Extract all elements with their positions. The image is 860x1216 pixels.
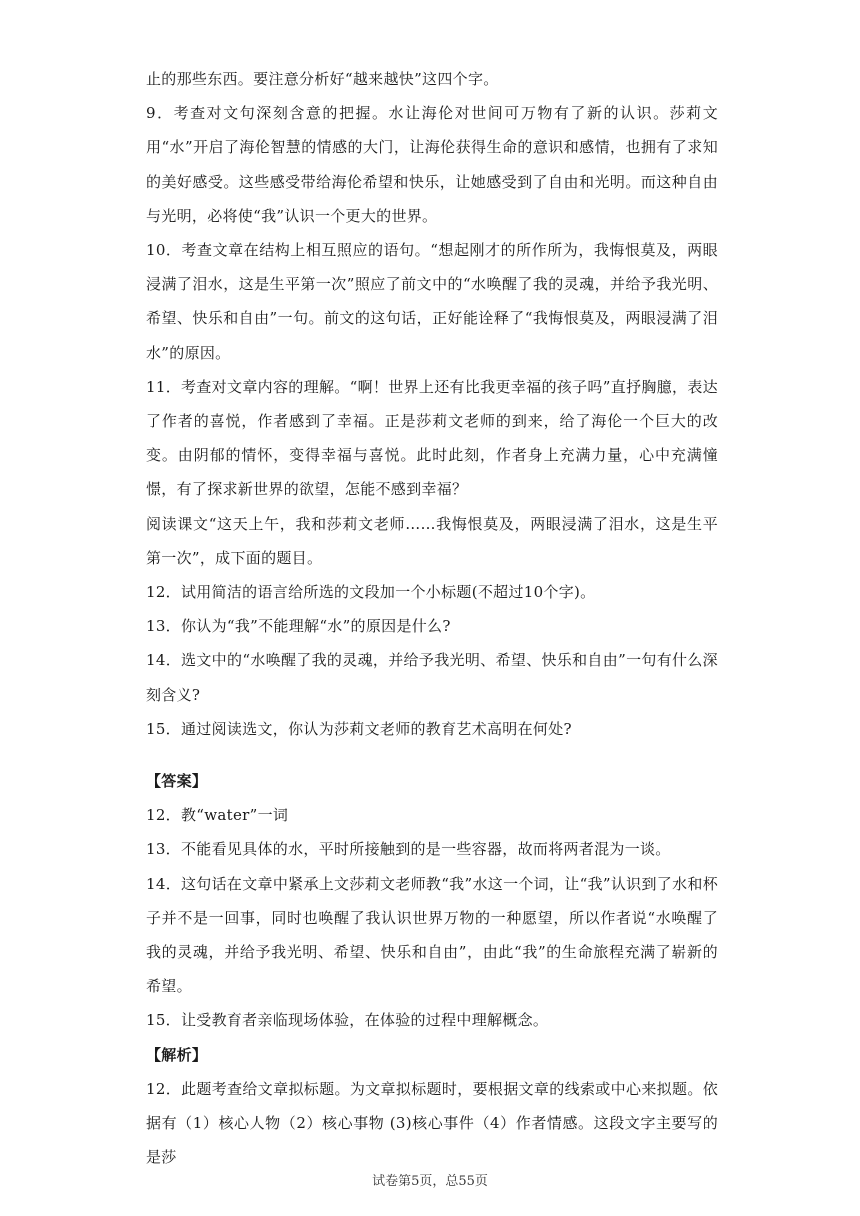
answer-12: 12．教“water”一词 <box>146 806 289 825</box>
analysis-12: 12．此题考查给文章拟标题。为文章拟标题时，要根据文章的线索或中心来拟题。依据有（1）核心人物（2）核心事物 (3)核心事件（4）作者情感。这段文字主要写的是莎 <box>146 1079 718 1167</box>
paragraph-q10-explanation: 10．考查文章在结构上相互照应的语句。“想起刚才的所作所为，我悔恨莫及，两眼浸满了泪水，这是生平第一次”照应了前文中的“水唤醒了我的灵魂，并给予我光明、希望、快乐和自由”一句。前文的这句话，正好能诠释了“我悔恨莫及，两眼浸满了泪水”的原因。 <box>146 241 718 362</box>
answer-heading: 【答案】 <box>146 772 208 791</box>
answer-14: 14．这句话在文章中紧承上文莎莉文老师教“我”水这一个词，让“我”认识到了水和杯子并不是一回事，同时也唤醒了我认识世界万物的一种愿望，所以作者说“水唤醒了我的灵魂，并给予我光明、希望、快乐和自由”，由此“我”的生命旅程充满了崭新的希望。 <box>146 874 718 996</box>
page-content <box>146 62 718 1175</box>
analysis-heading: 【解析】 <box>146 1045 208 1064</box>
paragraph-q9-explanation: 9．考查对文句深刻含意的把握。水让海伦对世间可万物有了新的认识。莎莉文用“水”开启了海伦智慧的情感的大门，让海伦获得生命的意识和感情，也拥有了求知的美好感受。这些感受带给海伦希望和快乐，让她感受到了自由和光明。而这种自由与光明，必将使“我”认识一个更大的世界。 <box>146 104 718 225</box>
question-14: 14．选文中的“水唤醒了我的灵魂，并给予我光明、希望、快乐和自由”一句有什么深刻含义? <box>146 651 718 704</box>
paragraph-continuation: 止的那些东西。要注意分析好“越来越快”这四个字。 <box>146 70 499 88</box>
page-footer: 试卷第5页，总55页 <box>372 1174 488 1189</box>
reading-instruction: 阅读课文“这天上午，我和莎莉文老师……我悔恨莫及，两眼浸满了泪水，这是生平第一次”，成下面的题目。 <box>146 514 718 567</box>
paragraph-q11-explanation: 11．考查对文章内容的理解。“啊！世界上还有比我更幸福的孩子吗”直抒胸臆，表达了作者的喜悦，作者感到了幸福。正是莎莉文老师的到来，给了海伦一个巨大的改变。由阴郁的情怀，变得幸福与喜悦。此时此刻，作者身上充满力量，心中充满憧憬，有了探求新世界的欲望，怎能不感到幸福？ <box>146 377 718 499</box>
question-12: 12．试用简洁的语言给所选的文段加一个小标题(不超过10个字)。 <box>146 583 596 602</box>
question-15: 15．通过阅读选文，你认为莎莉文老师的教育艺术高明在何处? <box>146 719 572 738</box>
answer-15: 15．让受教育者亲临现场体验，在体验的过程中理解概念。 <box>146 1011 549 1030</box>
answer-13: 13．不能看见具体的水，平时所接触到的是一些容器，故而将两者混为一谈。 <box>146 840 671 859</box>
question-13: 13．你认为“我”不能理解“水”的原因是什么? <box>146 617 451 636</box>
